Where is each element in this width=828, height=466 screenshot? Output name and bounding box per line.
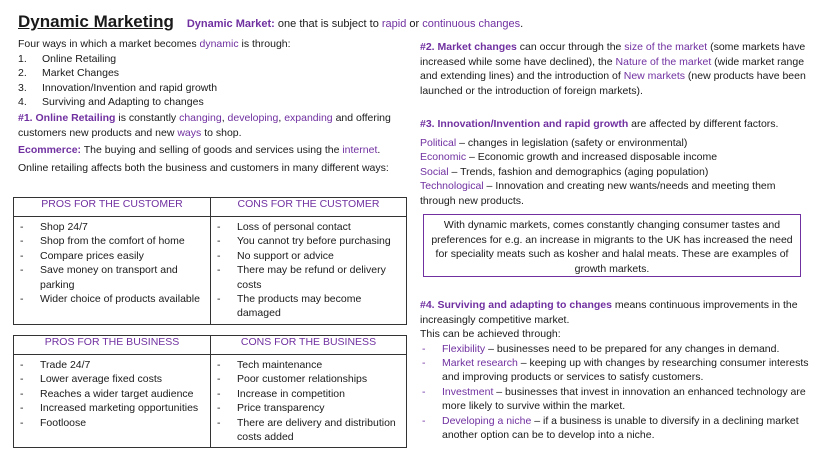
list-item: 3. Innovation/Invention and rapid growth (18, 81, 218, 94)
list-item: - Loss of personal contact (217, 221, 351, 233)
list-item: - Price transparency (217, 402, 325, 415)
intro-sentence: Four ways in which a market becomes dynamic is through: (18, 38, 291, 50)
list-item: - Lower average fixed costs (20, 373, 162, 386)
list-item: - Reaches a wider target audience (20, 387, 194, 400)
list-item: - Shop from the comfort of home (20, 235, 185, 248)
list-item: - Compare prices easily (20, 249, 144, 262)
list-item: - Increase in competition (217, 387, 345, 400)
innovation-heading: #3. Innovation/Invention and rapid growth are affected by different factors. (420, 118, 779, 130)
pros-business-header: PROS FOR THE BUSINESS (14, 336, 211, 355)
customer-table (13, 197, 407, 325)
business-table (13, 335, 407, 448)
list-item: - Developing a niche – if a business is unable to diversify in a declining market another option can be to develop into a niche. (422, 414, 799, 441)
factor-list (420, 136, 808, 209)
intro-block (18, 37, 408, 110)
page-title: Dynamic Marketing (18, 12, 174, 31)
cons-customer-cell (211, 217, 407, 325)
list-item: Political – changes in legislation (safety or environmental) (420, 136, 688, 149)
list-item: 2. Market Changes (18, 67, 120, 79)
list-item: - Investment – businesses that invest in innovation an enhanced technology are more likely to survive within the market. (422, 385, 806, 413)
list-item: Economic – Economic growth and increased disposable income (420, 151, 718, 163)
list-item: - Tech maintenance (217, 359, 323, 371)
list-item: - Save money on transport and parking (20, 264, 178, 291)
list-item: - The products may become damaged (217, 293, 362, 320)
list-item: - No support or advice (217, 249, 334, 262)
ecommerce-definition: Ecommerce: The buying and selling of goods and services using the internet. (18, 144, 381, 156)
list-item: 4. Surviving and Adapting to changes (18, 96, 204, 108)
list-item: - Trade 24/7 (20, 359, 91, 371)
list-item: 1. Online Retailing (18, 52, 117, 65)
surviving-heading: #4. Surviving and adapting to changes means continuous improvements in the increasingly competitive market. (420, 299, 798, 326)
growth-markets-note: With dynamic markets, comes constantly changing consumer tastes and preferences for e.g. an increase in migrants to the UK has increased the need for speciality meats such as kosher and halal meats. These are examples of growth markets. (423, 214, 801, 277)
list-item: - Wider choice of products available (20, 293, 200, 306)
list-item: - Flexibility – businesses need to be prepared for any changes in demand. (422, 342, 780, 355)
cons-customer-header: CONS FOR THE CUSTOMER (211, 198, 407, 217)
market-changes-section: #2. Market changes can occur through the size of the market (some markets have increased while some have declined), the Nature of the market (wide market range and extending lines) and the introduction of New markets (new products have been launched or the introduction of foreign markets). (420, 41, 806, 97)
list-item: - Increased marketing opportunities (20, 402, 199, 415)
list-item: Social – Trends, fashion and demographics (aging population) (420, 165, 709, 178)
innovation-section (420, 117, 808, 208)
list-item: Technological – Innovation and creating new wants/needs and meeting them through new products. (420, 180, 776, 207)
surviving-section (420, 298, 810, 442)
list-item: - There may be refund or delivery costs (217, 264, 386, 291)
ways-list (18, 52, 408, 110)
title-line (18, 12, 538, 32)
online-retailing-section: #1. Online Retailing is constantly changing, developing, expanding and offering customers new products and new ways to shop. (18, 112, 391, 139)
pros-business-cell (14, 355, 211, 448)
market-definition: Dynamic Market: one that is subject to rapid or continuous changes. (186, 18, 524, 30)
list-item: - There are delivery and distribution costs added (217, 416, 396, 444)
list-item: - Shop 24/7 (20, 221, 88, 233)
cons-business-cell (211, 355, 407, 448)
list-item: - Poor customer relationships (217, 373, 368, 386)
cons-business-header: CONS FOR THE BUSINESS (211, 336, 407, 355)
achieved-text: This can be achieved through: (420, 328, 561, 340)
list-item: - Footloose (20, 416, 87, 429)
strategy-list (420, 342, 810, 443)
list-item: - You cannot try before purchasing (217, 235, 391, 248)
pros-customer-cell (14, 217, 211, 325)
list-item: - Market research – keeping up with changes by researching consumer interests and improving products or services to satisfy customers. (422, 356, 809, 384)
affects-text: Online retailing affects both the business and customers in many different ways: (18, 162, 389, 174)
pros-customer-header: PROS FOR THE CUSTOMER (14, 198, 211, 217)
